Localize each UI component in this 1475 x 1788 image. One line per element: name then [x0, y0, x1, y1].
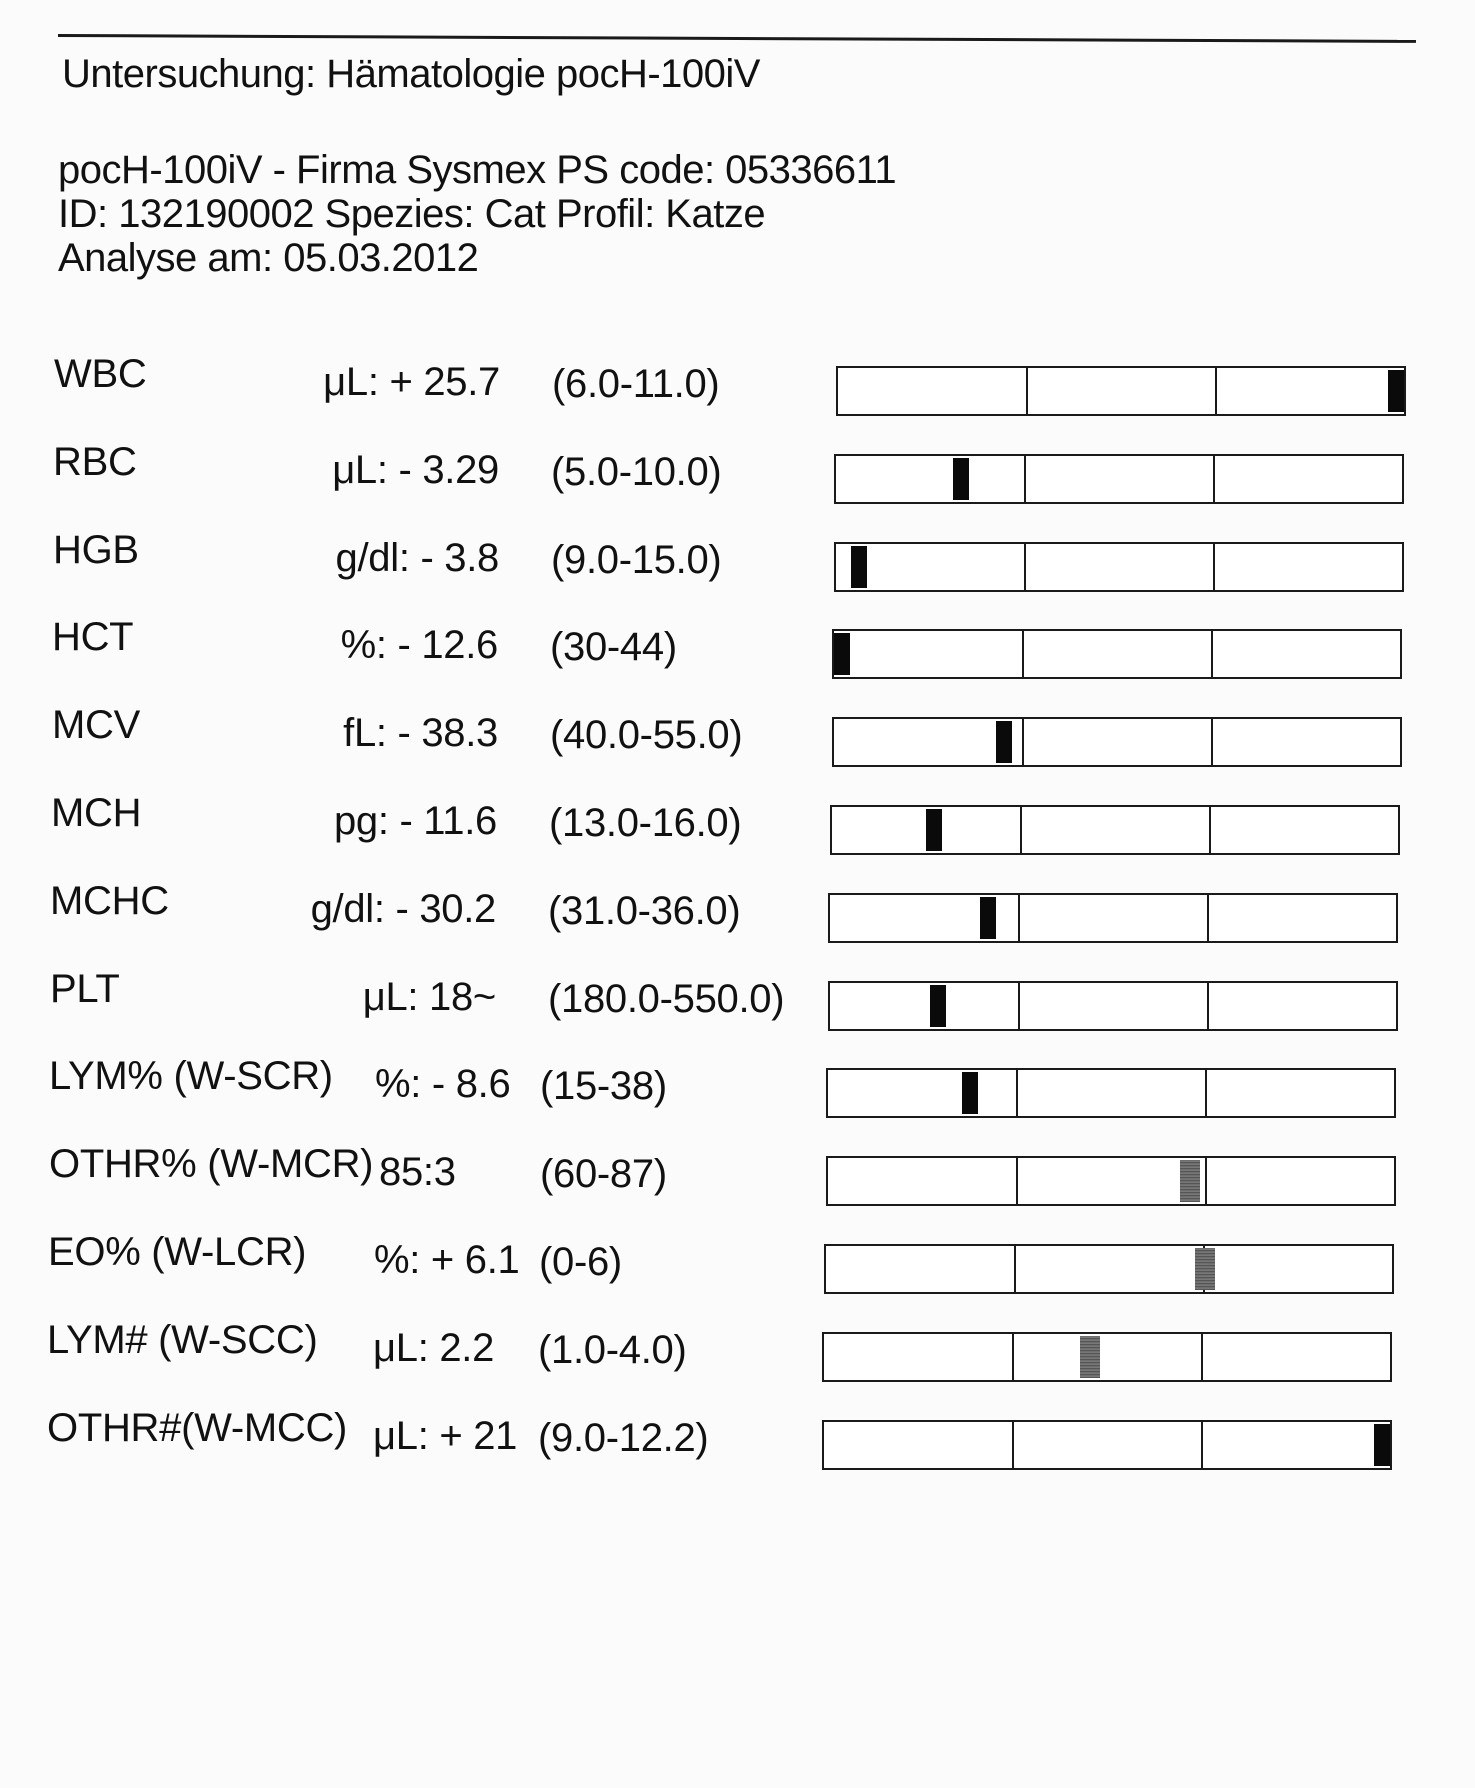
bar-divider-high: [1201, 1422, 1203, 1468]
range-bar: [826, 1068, 1396, 1118]
bar-divider-low: [1024, 456, 1026, 502]
parameter-name: WBC: [54, 352, 147, 396]
parameter-name: MCH: [51, 791, 142, 835]
reference-range: (60-87): [540, 1152, 667, 1196]
value-marker: [851, 546, 867, 588]
bar-divider-high: [1207, 895, 1209, 941]
result-row: [0, 1142, 1475, 1242]
result-value: μL: 2.2: [373, 1326, 495, 1370]
result-row: [0, 1318, 1475, 1418]
result-row: [0, 879, 1475, 979]
result-value: 85:3: [379, 1150, 456, 1194]
bar-divider-low: [1020, 807, 1022, 853]
analysis-date: Analyse am: 05.03.2012: [58, 236, 479, 280]
parameter-name: HCT: [52, 615, 134, 659]
reference-range: (30-44): [550, 625, 677, 669]
bar-divider-low: [1026, 368, 1028, 414]
bar-divider-low: [1012, 1334, 1014, 1380]
result-row: [0, 703, 1475, 803]
reference-range: (1.0-4.0): [538, 1328, 687, 1372]
reference-range: (9.0-15.0): [551, 538, 722, 582]
result-value: pg: - 11.6: [333, 799, 497, 843]
range-bar: [834, 454, 1404, 504]
result-value: %: - 8.6: [375, 1062, 511, 1106]
value-marker: [1080, 1336, 1100, 1378]
result-row: [0, 1230, 1475, 1330]
value-marker: [1180, 1160, 1200, 1202]
result-row: [0, 528, 1475, 628]
result-value: g/dl: - 30.2: [310, 887, 496, 931]
patient-info: ID: 132190002 Spezies: Cat Profil: Katze: [58, 192, 766, 236]
parameter-name: PLT: [50, 967, 120, 1011]
value-marker: [980, 897, 996, 939]
bar-divider-high: [1215, 368, 1217, 414]
result-row: [0, 615, 1475, 715]
value-marker: [926, 809, 942, 851]
bar-divider-low: [1022, 631, 1024, 677]
bar-divider-high: [1213, 544, 1215, 590]
bar-divider-high: [1211, 631, 1213, 677]
bar-divider-high: [1211, 719, 1213, 765]
top-rule: [58, 34, 1416, 43]
reference-range: (31.0-36.0): [548, 889, 741, 933]
parameter-name: HGB: [53, 528, 139, 572]
result-row: [0, 352, 1475, 452]
value-marker: [962, 1072, 978, 1114]
parameter-name: LYM# (W-SCC): [47, 1318, 318, 1362]
exam-title: Untersuchung: Hämatologie pocH-100iV: [62, 52, 760, 96]
result-value: μL: 18~: [362, 975, 496, 1019]
result-value: μL: - 3.29: [332, 448, 499, 492]
range-bar: [822, 1420, 1392, 1470]
bar-divider-high: [1205, 1158, 1207, 1204]
device-info: pocH-100iV - Firma Sysmex PS code: 05336611: [58, 148, 897, 192]
bar-divider-high: [1209, 807, 1211, 853]
parameter-name: MCHC: [50, 879, 169, 923]
parameter-name: OTHR#(W-MCC): [47, 1406, 348, 1450]
value-marker: [1374, 1424, 1390, 1466]
bar-divider-high: [1207, 983, 1209, 1029]
result-row: [0, 967, 1475, 1067]
bar-divider-high: [1205, 1070, 1207, 1116]
parameter-name: MCV: [52, 703, 140, 747]
range-bar: [828, 981, 1398, 1031]
result-row: [0, 791, 1475, 891]
bar-divider-low: [1022, 719, 1024, 765]
bar-divider-low: [1018, 895, 1020, 941]
reference-range: (0-6): [539, 1240, 622, 1284]
reference-range: (15-38): [540, 1064, 667, 1108]
reference-range: (5.0-10.0): [551, 450, 722, 494]
result-value: fL: - 38.3: [343, 711, 498, 755]
value-marker: [1195, 1248, 1215, 1290]
bar-divider-low: [1024, 544, 1026, 590]
range-bar: [824, 1244, 1394, 1294]
result-row: [0, 440, 1475, 540]
reference-range: (13.0-16.0): [549, 801, 742, 845]
bar-divider-low: [1018, 983, 1020, 1029]
bar-divider-low: [1016, 1070, 1018, 1116]
parameter-name: OTHR% (W-MCR): [49, 1142, 374, 1186]
range-bar: [832, 629, 1402, 679]
range-bar: [834, 542, 1404, 592]
parameter-name: LYM% (W-SCR): [49, 1054, 333, 1098]
result-value: %: + 6.1: [374, 1238, 520, 1282]
bar-divider-low: [1012, 1422, 1014, 1468]
parameter-name: RBC: [53, 440, 137, 484]
result-value: g/dl: - 3.8: [335, 536, 499, 580]
range-bar: [832, 717, 1402, 767]
value-marker: [996, 721, 1012, 763]
result-row: [0, 1406, 1475, 1506]
result-value: μL: + 21: [373, 1414, 518, 1458]
reference-range: (180.0-550.0): [548, 977, 785, 1021]
reference-range: (9.0-12.2): [538, 1416, 709, 1460]
bar-divider-low: [1016, 1158, 1018, 1204]
result-value: μL: + 25.7: [323, 360, 500, 404]
reference-range: (40.0-55.0): [550, 713, 743, 757]
range-bar: [822, 1332, 1392, 1382]
result-row: [0, 1054, 1475, 1154]
range-bar: [836, 366, 1406, 416]
value-marker: [1388, 370, 1404, 412]
range-bar: [830, 805, 1400, 855]
value-marker: [834, 633, 850, 675]
range-bar: [828, 893, 1398, 943]
bar-divider-high: [1201, 1334, 1203, 1380]
result-value: %: - 12.6: [340, 623, 498, 667]
bar-divider-high: [1213, 456, 1215, 502]
parameter-name: EO% (W-LCR): [48, 1230, 307, 1274]
value-marker: [953, 458, 969, 500]
bar-divider-low: [1014, 1246, 1016, 1292]
range-bar: [826, 1156, 1396, 1206]
value-marker: [930, 985, 946, 1027]
reference-range: (6.0-11.0): [552, 362, 720, 406]
